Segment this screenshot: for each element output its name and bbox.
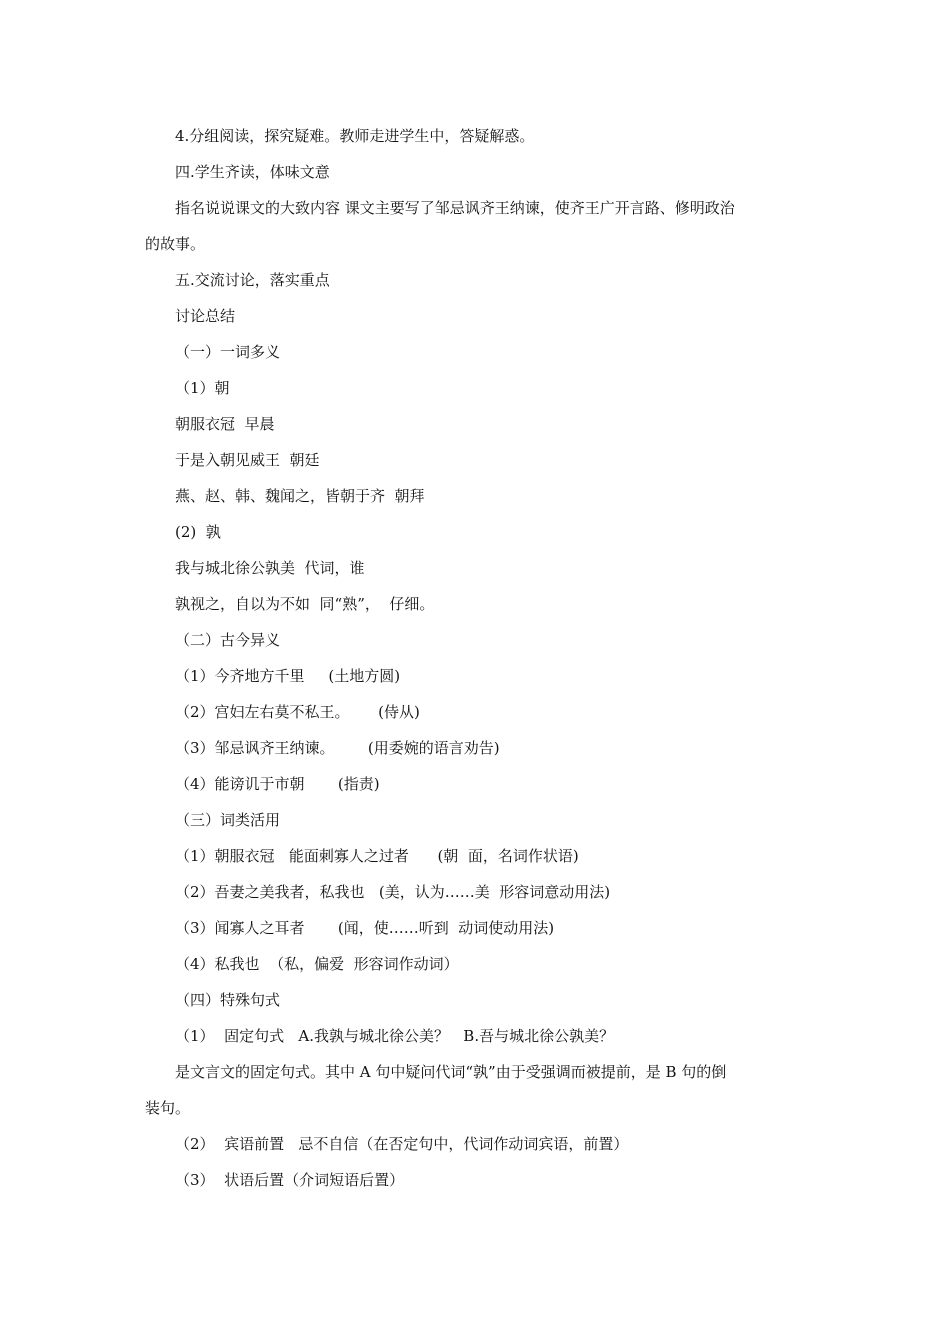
text-line: （3）邹忌讽齐王纳谏。 (用委婉的语言劝告): [175, 739, 500, 757]
text-line: （3）闻寡人之耳者 (闻，使……听到 动词使动用法): [175, 919, 555, 937]
text-line: 四.学生齐读，体味文意: [175, 163, 330, 181]
text-line: 朝服衣冠 早晨: [175, 415, 275, 433]
text-line: （4）私我也 （私，偏爱 形容词作动词）: [175, 955, 459, 973]
text-line: （1）朝: [175, 379, 230, 397]
text-line: （三）词类活用: [175, 811, 281, 829]
text-line: 我与城北徐公孰美 代词，谁: [175, 559, 365, 577]
document-body: [145, 118, 815, 1198]
text-line: （3） 状语后置（介词短语后置）: [175, 1171, 405, 1189]
text-line: 4.分组阅读，探究疑难。教师走进学生中，答疑解惑。: [175, 127, 535, 145]
text-line: 是文言文的固定句式。其中 A 句中疑问代词“孰”由于受强调而被提前，是 B 句的倒: [175, 1063, 727, 1081]
text-line: （4）能谤讥于市朝 (指责): [175, 775, 380, 793]
text-line: （1）今齐地方千里 (土地方圆): [175, 667, 401, 685]
text-line: （二）古今异义: [175, 631, 281, 649]
text-line: （2）吾妻之美我者，私我也 (美，认为……美 形容词意动用法): [175, 883, 611, 901]
text-line: （2）宫妇左右莫不私王。 (侍从): [175, 703, 420, 721]
text-line: 讨论总结: [175, 307, 236, 325]
text-line: （2） 宾语前置 忌不自信（在否定句中，代词作动词宾语，前置）: [175, 1135, 629, 1153]
text-line: 于是入朝见威王 朝廷: [175, 451, 320, 469]
text-line: 指名说说课文的大致内容 课文主要写了邹忌讽齐王纳谏，使齐王广开言路、修明政治: [175, 199, 735, 217]
text-line: （一）一词多义: [175, 343, 281, 361]
text-line: （1）朝服衣冠 能面刺寡人之过者 (朝 面，名词作状语): [175, 847, 579, 865]
text-line: 的故事。: [145, 235, 206, 253]
text-line: （1） 固定句式 A.我孰与城北徐公美？ B.吾与城北徐公孰美？: [175, 1027, 615, 1045]
text-line: (2) 孰: [175, 523, 221, 541]
text-line: （四）特殊句式: [175, 991, 281, 1009]
text-line: 装句。: [145, 1099, 191, 1117]
text-line: 燕、赵、韩、魏闻之，皆朝于齐 朝拜: [175, 487, 425, 505]
text-line: 五.交流讨论，落实重点: [175, 271, 330, 289]
text-line: 孰视之，自以为不如 同“熟”， 仔细。: [175, 595, 435, 613]
